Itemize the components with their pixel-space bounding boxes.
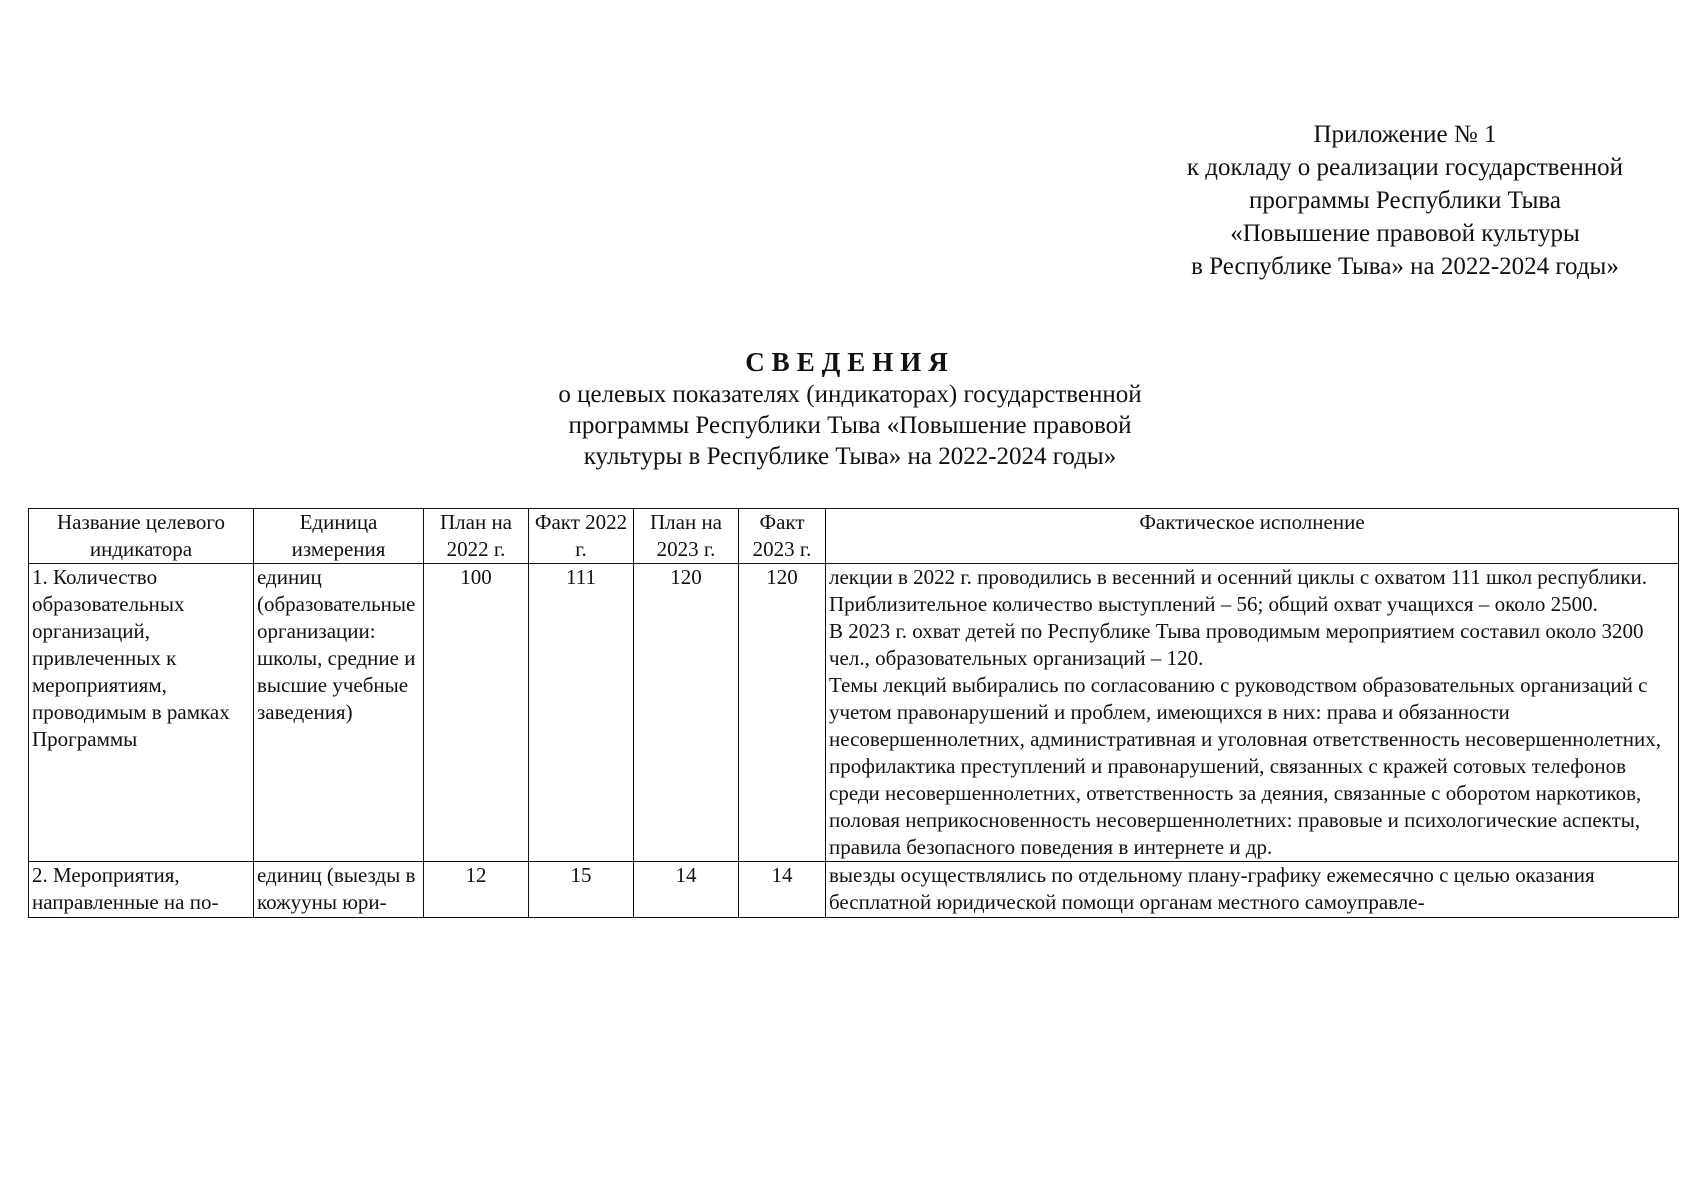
document-subtitle-line: культуры в Республике Тыва» на 2022-2024 годы» — [583, 443, 1117, 470]
unit-cell: единиц (образовательные организации: школы, средние и высшие учебные заведения) — [254, 564, 424, 862]
plan-2023-cell: 14 — [634, 862, 739, 918]
appendix-line: программы Республики Тыва — [1249, 187, 1561, 214]
appendix-line: Приложение № 1 — [1313, 121, 1497, 148]
header-unit: Единица измерения — [254, 509, 424, 564]
appendix-line: в Республике Тыва» на 2022-2024 годы» — [1191, 253, 1619, 280]
execution-paragraph: В 2023 г. охват детей по Республике Тыва проводимым мероприятием составил около 3200 чел., образовательных организаций – 120. — [829, 619, 1644, 670]
header-fact-2022: Факт 2022 г. — [529, 509, 634, 564]
appendix-line: «Повышение правовой культуры — [1230, 220, 1580, 247]
fact-2022-cell: 111 — [529, 564, 634, 862]
header-plan-2023: План на 2023 г. — [634, 509, 739, 564]
plan-2023-cell: 120 — [634, 564, 739, 862]
header-fact-2023: Факт 2023 г. — [739, 509, 826, 564]
execution-paragraph: выезды осуществлялись по отдельному плану-графику ежемесячно с целью оказания бесплатной юридической помощи органам местного самоуправле- — [829, 863, 1595, 914]
document-subtitle-line: программы Республики Тыва «Повышение правовой — [568, 412, 1132, 439]
appendix-caption — [1150, 118, 1660, 283]
header-plan-2022: План на 2022 г. — [424, 509, 529, 564]
plan-2022-cell: 100 — [424, 564, 529, 862]
header-execution: Фактическое исполнение — [826, 509, 1679, 564]
execution-paragraph: Темы лекций выбирались по согласованию с руководством образовательных организаций с учетом правонарушений и проблем, имеющихся в них: права и обязанности несовершеннолетних, административная и уголовная ответственность несовершеннолетних, профилактика преступлений и правонарушений, связанных с кражей сотовых телефонов среди несовершеннолетних, ответственность за деяния, связанные с оборотом наркотиков, половая неприкосновенность несовершеннолетних: правовые и психологические аспекты, правила безопасного поведения в интернете и др. — [829, 673, 1661, 859]
table-row — [29, 564, 1679, 862]
execution-paragraph: лекции в 2022 г. проводились в весенний и осенний циклы с охватом 111 школ республики. — [829, 565, 1648, 589]
execution-paragraph: Приблизительное количество выступлений – 56; общий охват учащихся – около 2500. — [829, 592, 1598, 616]
unit-cell: единиц (выезды в кожууны юри- — [254, 862, 424, 918]
fact-2023-cell: 120 — [739, 564, 826, 862]
indicator-name-cell: 1. Количество образовательных организаций, привлеченных к мероприятиям, проводимым в рамках Программы — [29, 564, 254, 862]
header-indicator-name: Название целевого индикатора — [29, 509, 254, 564]
indicator-name-cell: 2. Мероприятия, направленные на по- — [29, 862, 254, 918]
document-heading — [420, 345, 1280, 472]
fact-2022-cell: 15 — [529, 862, 634, 918]
execution-cell — [826, 564, 1679, 862]
table-header-row — [29, 509, 1679, 564]
fact-2023-cell: 14 — [739, 862, 826, 918]
table-row — [29, 862, 1679, 918]
appendix-line: к докладу о реализации государственной — [1186, 154, 1624, 181]
document-subtitle-line: о целевых показателях (индикаторах) государственной — [558, 381, 1142, 408]
plan-2022-cell: 12 — [424, 862, 529, 918]
document-title: СВЕДЕНИЯ — [745, 347, 955, 377]
execution-cell — [826, 862, 1679, 918]
indicators-table — [28, 508, 1679, 918]
